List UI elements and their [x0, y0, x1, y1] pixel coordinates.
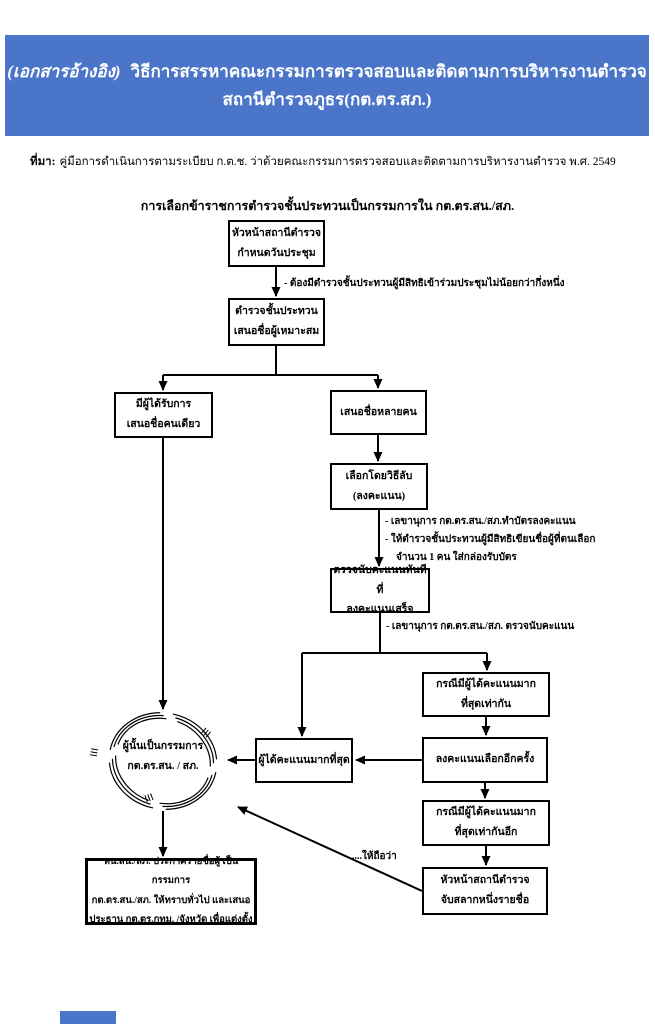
box-line: กรณีมีผู้ได้คะแนนมาก [436, 807, 536, 819]
note-count-secretary: - เลขานุการ กต.ตร.สน./สภ. ตรวจนับคะแนน [386, 621, 575, 632]
box-line: ประธาน กต.ตร.กทม. /จังหวัด เพื่อแต่งตั้ง [89, 914, 253, 925]
result-circle-label [109, 737, 217, 778]
box-line: มีผู้ได้รับการ [135, 399, 192, 411]
note-ballot-box: จำนวน 1 คน ใส่กล่องรับบัตร [396, 552, 517, 563]
box-line: (ลงคะแนน) [352, 490, 406, 502]
box-line: ผู้นั้นเป็นกรรมการ [122, 741, 204, 752]
flow-box-announce-result [85, 858, 257, 925]
box-line: เสนอชื่อคนเดียว [126, 419, 201, 430]
header-reference-prefix: (เอกสารอ้างอิง) [7, 62, 121, 82]
flow-box-secret-vote [330, 463, 428, 510]
flow-box-single-nominee [114, 392, 213, 438]
box-line: จับสลากหนึ่งรายชื่อ [440, 895, 530, 906]
box-line: ตรวจนับคะแนนทันทีที่ [333, 564, 427, 596]
box-line: กำหนดวันประชุม [237, 247, 316, 259]
box-line: ตำรวจชั้นประทวน [235, 306, 318, 318]
flow-box-nominate-candidates [228, 298, 325, 346]
note-ballot-write-name: - ให้ตำรวจชั้นประทวนผู้มีสิทธิเขียนชื่อผู้ที่ตนเลือก [385, 534, 596, 545]
flow-box-revote [422, 737, 548, 783]
label-deemed-that: ....ให้ถือว่า [352, 851, 397, 862]
flow-box-tie-case [422, 672, 550, 717]
box-line: เสนอชื่อผู้เหมาะสม [233, 326, 320, 337]
box-line: ที่สุดเท่ากัน [460, 698, 512, 710]
flow-box-multiple-nominees [330, 390, 427, 435]
box-line: หน.สน./สภ. ประกาศรายชื่อผู้ เป็นกรรมการ [103, 856, 239, 887]
header-title-text: วิธีการสรรหาคณะกรรมการตรวจสอบและติดตามการบริหารงานตำรวจ [130, 62, 647, 82]
box-line: ที่สุดเท่ากันอีก [454, 827, 518, 838]
note-ballot-secretary: - เลขานุการ กต.ตร.สน./สภ.ทำบัตรลงคะแนน [385, 516, 576, 527]
flow-box-top-scorer [255, 738, 353, 783]
box-line: ลงคะแนนเลือกอีกครั้ง [435, 754, 535, 766]
box-line: หัวหน้าสถานีตำรวจ [440, 875, 530, 887]
flow-box-count-votes [330, 564, 430, 616]
source-text: คู่มือการดำเนินการตามระเบียบ ก.ต.ช. ว่าด้วยคณะกรรมการตรวจสอบและติดตามการบริหารงานตำรวจ พ.ศ. 2549 [59, 156, 616, 168]
flow-box-set-meeting-date [228, 220, 325, 267]
box-line: กรณีมีผู้ได้คะแนนมาก [436, 678, 536, 690]
header-title-line2: สถานีตำรวจภูธร(กต.ตร.สภ.) [222, 89, 432, 109]
diagram-title: การเลือกข้าราชการตำรวจชั้นประทวนเป็นกรรมการใน กต.ตร.สน./สภ. [140, 199, 515, 213]
box-line: เสนอชื่อหลายคน [340, 406, 417, 418]
box-line: เลือกโดยวิธีลับ [345, 470, 413, 482]
flow-box-draw-lots [422, 867, 548, 915]
flow-box-tie-again [422, 800, 550, 846]
box-line: ผู้ได้คะแนนมากที่สุด [258, 754, 350, 766]
box-line: หัวหน้าสถานีตำรวจ [231, 227, 322, 239]
box-line: ลงคะแนนเสร็จ [346, 604, 414, 616]
box-line: กต.ตร.สน. / สภ. [127, 761, 199, 773]
note-quorum: - ต้องมีตำรวจชั้นประทวนผู้มีสิทธิเข้าร่วมประชุมไม่น้อยกว่ากึ่งหนึ่ง [284, 278, 565, 289]
box-line: กต.ตร.สน./สภ. ให้ทราบทั่วไป และเสนอ [91, 895, 251, 906]
source-label: ที่มา: [30, 156, 56, 168]
